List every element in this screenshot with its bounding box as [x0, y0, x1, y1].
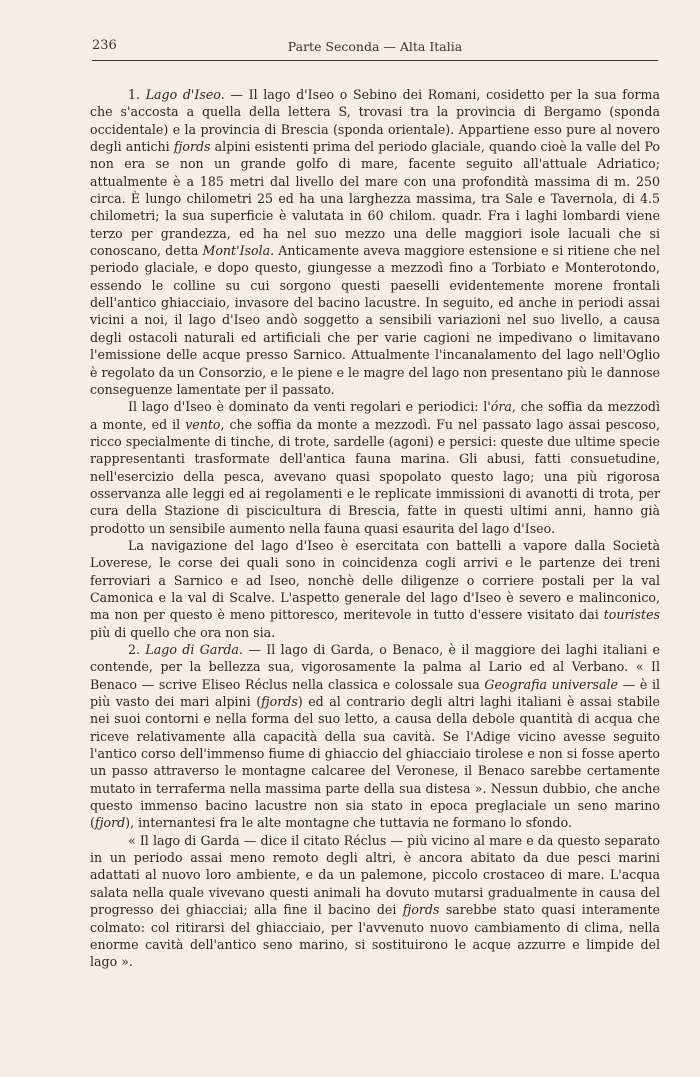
text-run: « Il lago di Garda — dice il citato Réclus — più vicino al mare e da questo separato in un periodo assai meno remoto degli altri, è ancora abitato da due pesci marini adattati al nuovo loro ambiente, e da un palemone, piccolo crostaceo di mare. L'acqua salata nella quale vivevano questi animali ha dovuto mutarsi gradualmente in causa del progresso dei ghiacciai; alla fine il bacino dei: [90, 832, 660, 918]
italic-run: fjords: [261, 694, 298, 710]
italic-run: Mont'Isola.: [202, 243, 275, 259]
italic-run: fjords: [173, 139, 211, 155]
italic-run: óra: [490, 399, 512, 415]
running-header: [92, 36, 658, 61]
text-run: — Il lago d'Iseo o Sebino dei Romani, cosidetto per la sua forma che s'accosta a quella della lettera S, trovasi tra la provincia di Bergamo (sponda occidentale) e la provincia di Brescia (sponda orientale). Appartiene esso pure al novero degli antichi: [90, 87, 660, 155]
text-run: — Il lago di Garda, o Benaco, è il maggiore dei laghi italiani e contende, per la bellezza sua, vigorosamente la palma al Lario ed al Verbano. « Il Benaco — scrive Eliseo Réclus nella classica e colossale sua: [90, 642, 660, 692]
text-run: ), internantesi fra le alte montagne che tuttavia ne formano lo sfondo.: [125, 815, 572, 831]
text-run: 1.: [128, 87, 146, 102]
italic-run: Lago di Garda.: [145, 642, 243, 657]
text-run: La navigazione del lago d'Iseo è esercitata con battelli a vapore dalla Società Loverese, le corse dei quali sono in coincidenza cogli arrivi e le partenze dei treni ferroviari a Sarnico e ad Iseo, nonchè delle diligenze o corriere postali per la val Camonica e la val di Scalve. L'aspetto generale del lago d'Iseo è severo e malinconico, ma non per questo è meno pittoresco, meritevole in tutto d'essere visitato dai: [90, 537, 660, 623]
text-run: Il lago d'Iseo è dominato da venti regolari e periodici: l': [128, 399, 491, 415]
text-run: , che soffia da monte a mezzodì. Fu nel passato lago assai pescoso, ricco specialmente di tinche, di trote, sardelle (agoni) e persici: queste due ultime specie rappresentanti trasformate dell'antica fauna marina. Gli abusi, fatti consuetudine, nell'esercizio della pesca, avevano quasi spopolato questo lago; una più rigorosa osservanza alle leggi ed ai regolamenti e le replicate immissioni di avanotti di trota, per cura della Stazione di piscicultura di Brescia, fatte in questi ultimi anni, hanno già prodotto un sensibile aumento nella fauna quasi esaurita del lago d'Iseo.: [90, 416, 660, 536]
text-run: più di quello che ora non sia.: [90, 624, 276, 640]
page-number: 236: [92, 38, 117, 53]
text-run: sarebbe stato quasi interamente colmato: col ritirarsi del ghiacciaio, per l'avvenuto nuovo cambiamento di clima, nella enorme cavità dell'antico seno marino, si sostituirono le acque azzurre e limpide del lago ».: [90, 902, 660, 970]
italic-run: Lago d'Iseo.: [145, 87, 225, 102]
text-run: Anticamente aveva maggiore estensione e si ritiene che nel periodo glaciale, e dopo questo, giungesse a mezzodì fino a Torbiato e Monterotondo, essendo le colline su cui sorgono questi paeselli evidentemente morene frontali dell'antico ghiacciaio, invasore del bacino lacustre. In seguito, ed anche in periodi assai vicini a noi, il lago d'Iseo andò soggetto a sensibili variazioni nel suo livello, a causa degli ostacoli naturali ed artificiali che per varie cagioni ne impedivano o limitavano l'emissione delle acque presso Sarnico. Attualmente l'incanalamento del lago nell'Oglio è regolato da un Consorzio, e le piene e le magre del lago non presentano più le dannose conseguenze lamentate per il passato.: [90, 243, 660, 397]
paragraph-lago-garda: [90, 641, 660, 832]
paragraph-garda-reclus-quote: [90, 832, 660, 971]
body-text: [90, 86, 660, 971]
text-run: ) ed al contrario degli altri laghi italiani è assai stabile nei suoi contorni e nella forma del suo letto, a causa della debole quantità di acqua che riceve relativamente alla capacità della sua cavità. Se l'Adige vicino avesse seguito l'antico corso dell'immenso fiume di ghiaccio del ghiacciaio tirolese e non si fosse aperto un passo attraverso le montagne calcaree del Veronese, il Benaco sarebbe certamente mutato in terraferma nella massima parte della sua distesa ». Nessun dubbio, che anche questo immenso bacino lacustre non sia stato in epoca preglaciale un seno marino (: [90, 694, 660, 831]
text-run: alpini esistenti prima del periodo glaciale, quando cioè la valle del Po non era se non un grande golfo di mare, facente seguito all'attuale Adriatico; attualmente è a 185 metri dal livello del mare con una profondità massima di m. 250 circa. È lungo chilometri 25 ed ha una larghezza massima, tra Sale e Tavernola, di 4.5 chilometri; la sua superficie è valutata in 60 chilom. quadr. Fra i laghi lombardi viene terzo per grandezza, ed ha nel suo mezzo una delle maggiori isole lacuali che si conoscano, detta: [90, 139, 660, 259]
italic-run: vento: [185, 416, 221, 432]
paragraph-iseo-winds-fishing: [90, 398, 660, 537]
italic-run: touristes: [603, 607, 660, 623]
italic-run: fjord: [94, 815, 126, 831]
italic-run: fjords: [402, 902, 440, 918]
italic-run: Geografia universale: [484, 676, 618, 692]
running-title: Parte Seconda — Alta Italia: [287, 39, 463, 54]
text-run: , che soffia da mezzodì a monte, ed il: [90, 399, 660, 432]
text-run: 2.: [128, 642, 146, 657]
paragraph-iseo-navigation: [90, 537, 660, 641]
paragraph-lago-iseo: [90, 86, 660, 398]
text-run: — è il più vasto dei mari alpini (: [90, 676, 660, 710]
